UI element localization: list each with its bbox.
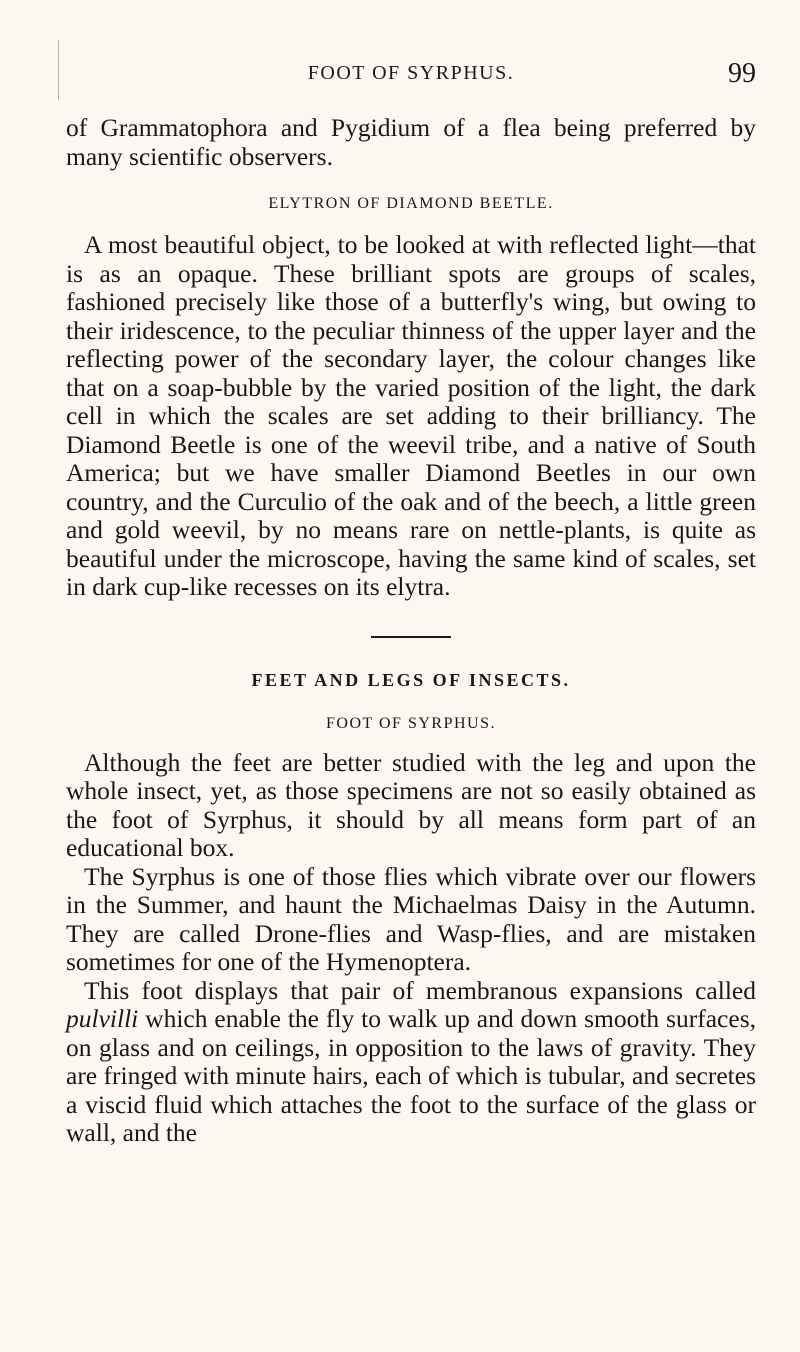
pulvilli-text-before: This foot displays that pair of membranous expansions called — [84, 975, 756, 1005]
continuation-paragraph: of Grammatophora and Pygidium of a flea being preferred by many scientific observers. — [66, 113, 756, 171]
body-text — [66, 114, 756, 1148]
pulvilli-term: pulvilli — [66, 1004, 139, 1033]
paragraph-syrphus-description: The Syrphus is one of those flies which vibrate over our flowers in the Summer, and haunt the Michaelmas Daisy in the Autumn. They are called Drone-flies and Wasp-flies, and are mistaken sometimes for one of the Hymenoptera. — [66, 861, 756, 976]
running-head — [66, 60, 756, 90]
page-edge-line — [58, 40, 59, 100]
paragraph-syrphus-intro: Although the feet are better studied with the leg and upon the whole insect, yet, as those specimens are not so easily obtained as the foot of Syrphus, it should by all means form part of an educational box. — [66, 747, 756, 862]
running-title: FOOT OF SYRPHUS. — [307, 62, 515, 84]
heading-feet-and-legs: FEET AND LEGS OF INSECTS. — [251, 669, 571, 690]
heading-foot-of-syrphus: FOOT OF SYRPHUS. — [326, 714, 496, 732]
pulvilli-text-after: which enable the fly to walk up and down smooth surfaces, on glass and on ceilings, in opposition to the laws of gravity. They are fringed with minute hairs, each of which is tubular, and secretes a viscid fluid which attaches the foot to the surface of the glass or wall, and the — [66, 1004, 756, 1147]
heading-elytron: ELYTRON OF DIAMOND BEETLE. — [268, 195, 554, 212]
page-number: 99 — [728, 58, 756, 89]
paragraph-elytron: A most beautiful object, to be looked at with reflected light—that is as an opaque. These brilliant spots are groups of scales, fashioned precisely like those of a butterfly's wing, but owing to their iridescence, to the peculiar thinness of the upper layer and the reflecting power of the secondary layer, the colour changes like that on a soap-bubble by the varied position of the light, the dark cell in which the scales are set adding to their brilliancy. The Diamond Beetle is one of the weevil tribe, and a native of South America; but we have smaller Diamond Beetles in our own country, and the Curculio of the oak and of the beech, a little green and gold weevil, by no means rare on nettle-plants, is quite as beautiful under the microscope, having the same kind of scales, set in dark cup-like recesses on its elytra. — [66, 230, 756, 601]
paragraph-pulvilli — [66, 977, 756, 1148]
